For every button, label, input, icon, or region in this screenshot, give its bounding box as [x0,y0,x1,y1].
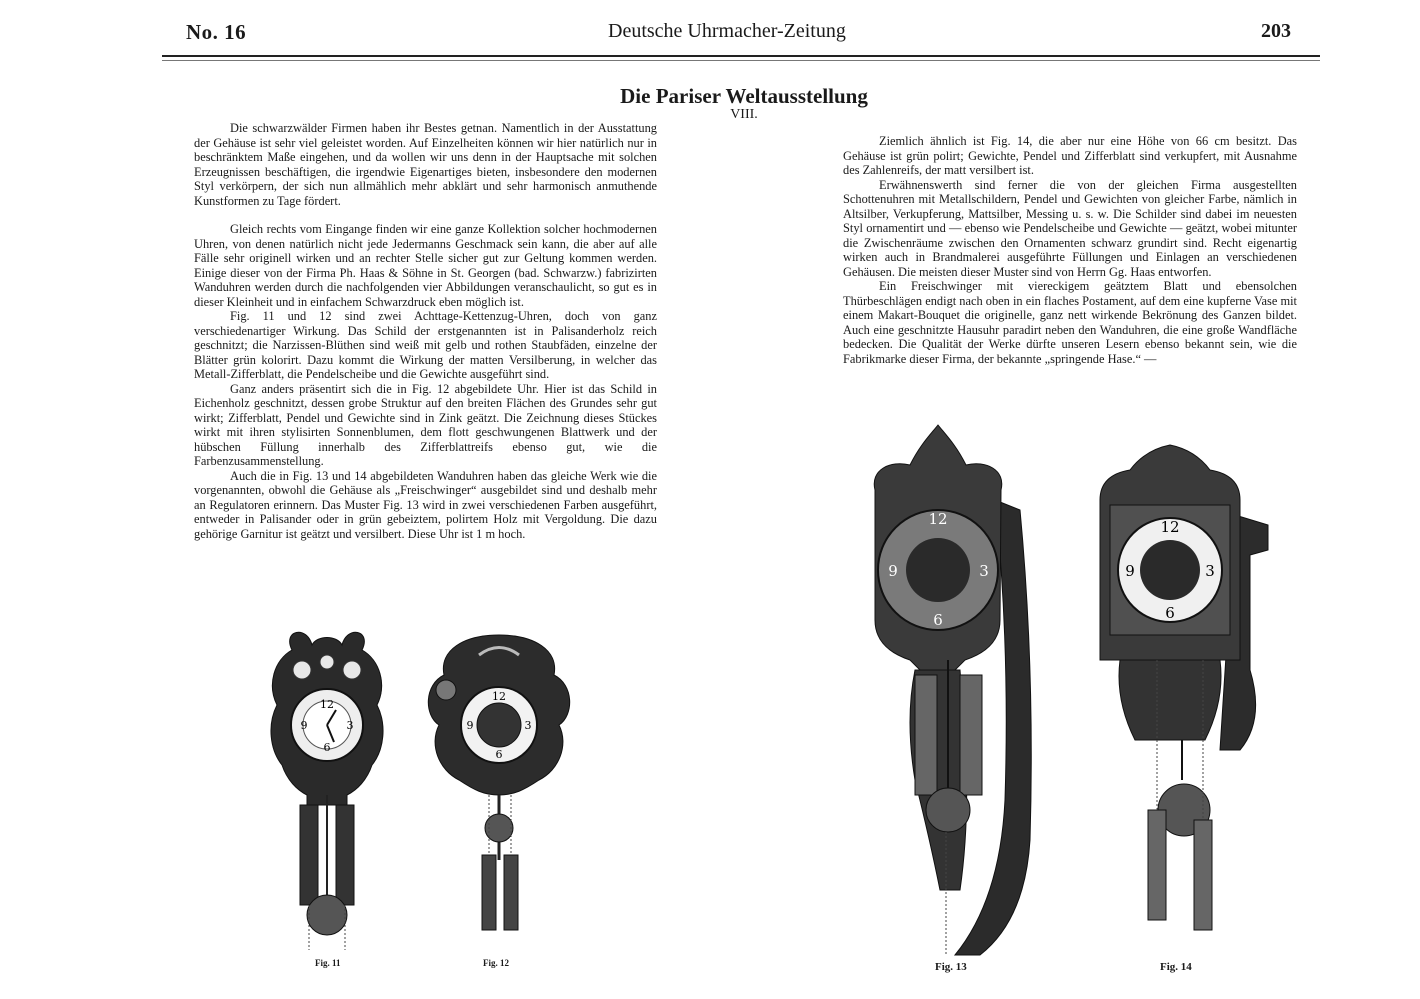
paragraph: Ein Freischwinger mit viereckigem geätztem Blatt und ebensolchen Thürbeschlägen endigt nach oben in ein flaches Postament, auf dem eine kupferne Vase mit einem Makart-Bouquet die originelle, ganz nett wirkende Bekrönung des Ganzen bildet. Auch eine geschnitzte Hausuhr paradirt neben den Wanduhren, die eine große Wandfläche bedecken. Die Qualität der Werke dürfte unseren Lesern ebenso bekannt sein, wie die Fabrikmarke dieser Firma, der bekannte „springende Hase.“ — [843,279,1297,366]
journal-title: Deutsche Uhrmacher-Zeitung [608,20,846,42]
figure-13-clock-illustration [860,420,1040,960]
right-text-column [843,134,1297,366]
svg-text:6: 6 [323,741,331,754]
svg-text:9: 9 [1125,562,1135,580]
svg-text:9: 9 [300,719,308,732]
paragraph: Erwähnenswerth sind ferner die von der gleichen Firma ausgestellten Schottenuhren mit Metallschildern, Pendel und Gewichten von gleicher Farbe, nämlich in Altsilber, Verkupferung, Mattsilber, Messing u. s. w. Die Schilder sind dabei im neuesten Styl ornamentirt und — ebenso wie Pendelscheibe und Gewichte — geätzt, wobei mitunter die Zwischenräume zwischen den Ornamenten schwarz grundirt sind. Recht eigenartig wirken auch in Brandmalerei ausgeführte Füllungen und Einlagen an verschiedenen Gehäusen. Die meisten dieser Muster sind von Herrn Gg. Haas entworfen. [843,177,1297,279]
paragraph: Die schwarzwälder Firmen haben ihr Bestes getnan. Namentlich in der Ausstattung der Gehäuse ist sehr viel geleistet worden. Auf Einzelheiten können wir hier natürlich nur in beschränktem Maße eingehen, und da wollen wir uns denn in der Hauptsache mit solchen Erzeugnissen beschäftigen, die irgendwie Eigenartiges bieten, insbesondere den modernen Styl verkörpern, der sich nun allmählich mehr abklärt und sehr harmonisch anmuthende Kunstformen zu Tage fördert. [194,121,657,208]
paragraph: Ganz anders präsentirt sich die in Fig. 12 abgebildete Uhr. Hier ist das Schild in Eichenholz geschnitzt, dessen grobe Struktur auf den breiten Flächen des Grundes sehr gut wirkt; Zifferblatt, Pendel und Gewichte sind in Zink geätzt. Die Zeichnung dieses Stückes wirkt mit ihren stylisirten Sonnenblumen, dem flott geschwungenen Blattwerk und der hübschen Füllung innerhalb des Zifferblattreifs ebenso gut, wie die Farbenzusammenstellung. [194,381,657,468]
svg-text:6: 6 [933,611,943,629]
svg-text:6: 6 [1165,604,1175,622]
header-rule [162,55,1320,57]
svg-text:12: 12 [1160,518,1180,536]
svg-text:9: 9 [466,719,474,732]
figure-caption: Fig. 13 [935,961,967,973]
figure-caption: Fig. 14 [1160,961,1192,973]
figure-11-clock-illustration [262,630,392,955]
page-number: 203 [1261,20,1291,42]
svg-text:12: 12 [320,698,334,711]
figure-caption: Fig. 12 [483,958,509,968]
figure-14-clock-illustration [1090,420,1275,960]
svg-text:12: 12 [928,510,948,528]
svg-text:3: 3 [346,719,354,732]
article-part: VIII. [730,107,758,122]
svg-text:9: 9 [888,562,898,580]
figure-caption: Fig. 11 [315,958,341,968]
paragraph: Auch die in Fig. 13 und 14 abgebildeten Wanduhren haben das gleiche Werk wie die vorgenannten, obwohl die Gehäuse als „Freischwinger“ ausgebildet sind und deshalb mehr an Regulatoren erinnern. Das Muster Fig. 13 wird in zwei verschiedenen Farben ausgeführt, entweder in Palisander oder in grün gebeiztem, polirtem Holz mit Vergoldung. Die dazu gehörige Garnitur ist geätzt und versilbert. Diese Uhr ist 1 m hoch. [194,468,657,541]
svg-text:3: 3 [524,719,532,732]
article-title: Die Pariser Weltausstellung [620,84,868,108]
svg-text:3: 3 [979,562,989,580]
figure-12-clock-illustration [424,630,574,950]
svg-text:3: 3 [1205,562,1215,580]
issue-number: No. 16 [186,20,247,44]
paragraph: Ziemlich ähnlich ist Fig. 14, die aber nur eine Höhe von 66 cm besitzt. Das Gehäuse ist grün polirt; Gewichte, Pendel und Zifferblatt sind verkupfert, mit Ausnahme des Zahlenreifs, der matt versilbert ist. [843,134,1297,177]
svg-text:12: 12 [492,690,506,703]
header-rule-thin [162,60,1320,61]
left-text-column [194,121,657,541]
paragraph: Gleich rechts vom Eingange finden wir eine ganze Kollektion solcher hochmodernen Uhren, von denen natürlich nicht jede Jedermanns Geschmack sein kann, die aber auf alle Fälle sehr originell wirken und an rechter Stelle sicher gut zur Geltung kommen werden. Einige dieser von der Firma Ph. Haas & Söhne in St. Georgen (bad. Schwarzw.) fabrizirten Wanduhren werden durch die nachfolgenden vier Abbildungen veranschaulicht, so gut es in dieser Kleinheit und in einfachem Schwarzdruck eben möglich ist. [194,222,657,309]
svg-text:6: 6 [495,748,503,761]
paragraph: Fig. 11 und 12 sind zwei Achttage-Kettenzug-Uhren, doch von ganz verschiedenartiger Wirkung. Das Schild der erstgenannten ist in Palisanderholz reich geschnitzt; die Narzissen-Blüthen sind weiß mit gelb und rothen Staubfäden, einzelne der Blätter grün kolorirt. Dazu kommt die Wirkung der matten Versilberung, in welcher das Metall-Zifferblatt, die Pendelscheibe und die Gewichte ausgeführt sind. [194,309,657,381]
